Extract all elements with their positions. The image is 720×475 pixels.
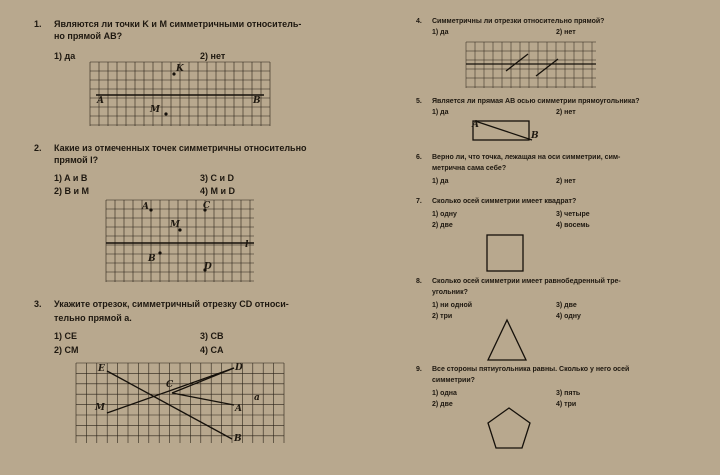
question-number: 7. bbox=[416, 198, 422, 205]
figure-q2 bbox=[106, 200, 254, 282]
question-text: Укажите отрезок, симметричный отрезку CD относи- bbox=[54, 299, 289, 309]
answer-option[interactable]: 2) нет bbox=[200, 51, 226, 61]
answer-option[interactable]: 2) CM bbox=[54, 345, 79, 355]
square-figure bbox=[486, 234, 526, 274]
question-number: 3. bbox=[34, 299, 42, 309]
point-label: C bbox=[166, 380, 174, 390]
point-label: B bbox=[148, 254, 156, 264]
line-label: a bbox=[254, 393, 260, 403]
question-text: симметрии? bbox=[432, 377, 475, 384]
answer-option[interactable]: 3) две bbox=[556, 302, 577, 309]
question-text: Симметричны ли отрезки относительно прямой? bbox=[432, 18, 605, 25]
question-text: Какие из отмеченных точек симметричны относительно bbox=[54, 143, 307, 153]
answer-option[interactable]: 4) M и D bbox=[200, 186, 236, 196]
answer-option[interactable]: 1) да bbox=[54, 51, 76, 61]
figure-q4 bbox=[466, 42, 596, 88]
point-label: A bbox=[235, 404, 242, 414]
point-label: D bbox=[204, 262, 212, 272]
answer-option[interactable]: 3) четыре bbox=[556, 211, 590, 218]
answer-option[interactable]: 1) A и B bbox=[54, 173, 88, 183]
point-label: B bbox=[531, 131, 539, 141]
question-text: Все стороны пятиугольника равны. Сколько у него осей bbox=[432, 366, 630, 373]
question-number: 9. bbox=[416, 366, 422, 373]
answer-option[interactable]: 1) да bbox=[432, 178, 449, 185]
answer-option[interactable]: 4) одну bbox=[556, 313, 581, 320]
question-text: прямой l? bbox=[54, 155, 99, 165]
answer-option[interactable]: 2) нет bbox=[556, 109, 576, 116]
pentagon-figure bbox=[486, 406, 532, 452]
answer-option[interactable]: 2) нет bbox=[556, 178, 576, 185]
answer-option[interactable]: 2) нет bbox=[556, 29, 576, 36]
point-label: D bbox=[235, 363, 243, 373]
question-number: 2. bbox=[34, 143, 42, 153]
question-number: 6. bbox=[416, 154, 422, 161]
point-label: E bbox=[98, 364, 105, 374]
point-label: K bbox=[176, 64, 184, 74]
figure-q3 bbox=[76, 363, 284, 443]
answer-option[interactable]: 1) одну bbox=[432, 211, 457, 218]
line-label: l bbox=[245, 240, 249, 250]
question-number: 1. bbox=[34, 19, 42, 29]
triangle-figure bbox=[486, 318, 530, 364]
answer-option[interactable]: 1) одна bbox=[432, 390, 457, 397]
question-text: тельно прямой a. bbox=[54, 313, 132, 323]
question-number: 5. bbox=[416, 98, 422, 105]
point-label: A bbox=[472, 120, 479, 130]
question-text: Сколько осей симметрии имеет квадрат? bbox=[432, 198, 577, 205]
point-label: B bbox=[234, 434, 242, 444]
answer-option[interactable]: 1) ни одной bbox=[432, 302, 473, 309]
answer-option[interactable]: 3) CB bbox=[200, 331, 224, 341]
question-text: но прямой AB? bbox=[54, 31, 123, 41]
question-text: метрична сама себе? bbox=[432, 165, 507, 172]
answer-option[interactable]: 3) C и D bbox=[200, 173, 235, 183]
answer-option[interactable]: 1) CE bbox=[54, 331, 78, 341]
point-label: M bbox=[150, 105, 160, 115]
question-text: Является ли прямая AB осью симметрии прямоугольника? bbox=[432, 98, 640, 105]
answer-option[interactable]: 1) да bbox=[432, 109, 449, 116]
question-text: Верно ли, что точка, лежащая на оси симметрии, сим- bbox=[432, 154, 621, 161]
figure-q5 bbox=[472, 118, 534, 144]
point-label: M bbox=[95, 403, 105, 413]
answer-option[interactable]: 4) восемь bbox=[556, 222, 590, 229]
answer-option[interactable]: 4) три bbox=[556, 401, 577, 408]
question-text: Являются ли точки K и M симметричными относитель- bbox=[54, 19, 302, 29]
answer-option[interactable]: 2) две bbox=[432, 401, 453, 408]
point-label: B bbox=[253, 96, 261, 106]
answer-option[interactable]: 2) B и M bbox=[54, 186, 90, 196]
answer-option[interactable]: 1) да bbox=[432, 29, 449, 36]
answer-option[interactable]: 3) пять bbox=[556, 390, 581, 397]
question-number: 8. bbox=[416, 278, 422, 285]
question-number: 4. bbox=[416, 18, 422, 25]
question-text: Сколько осей симметрии имеет равнобедренный тре- bbox=[432, 278, 621, 285]
point-label: A bbox=[97, 96, 104, 106]
answer-option[interactable]: 2) три bbox=[432, 313, 453, 320]
question-text: угольник? bbox=[432, 289, 468, 296]
answer-option[interactable]: 2) две bbox=[432, 222, 453, 229]
answer-option[interactable]: 4) CA bbox=[200, 345, 224, 355]
point-label: C bbox=[203, 201, 211, 211]
point-label: A bbox=[142, 202, 149, 212]
point-label: M bbox=[170, 220, 180, 230]
